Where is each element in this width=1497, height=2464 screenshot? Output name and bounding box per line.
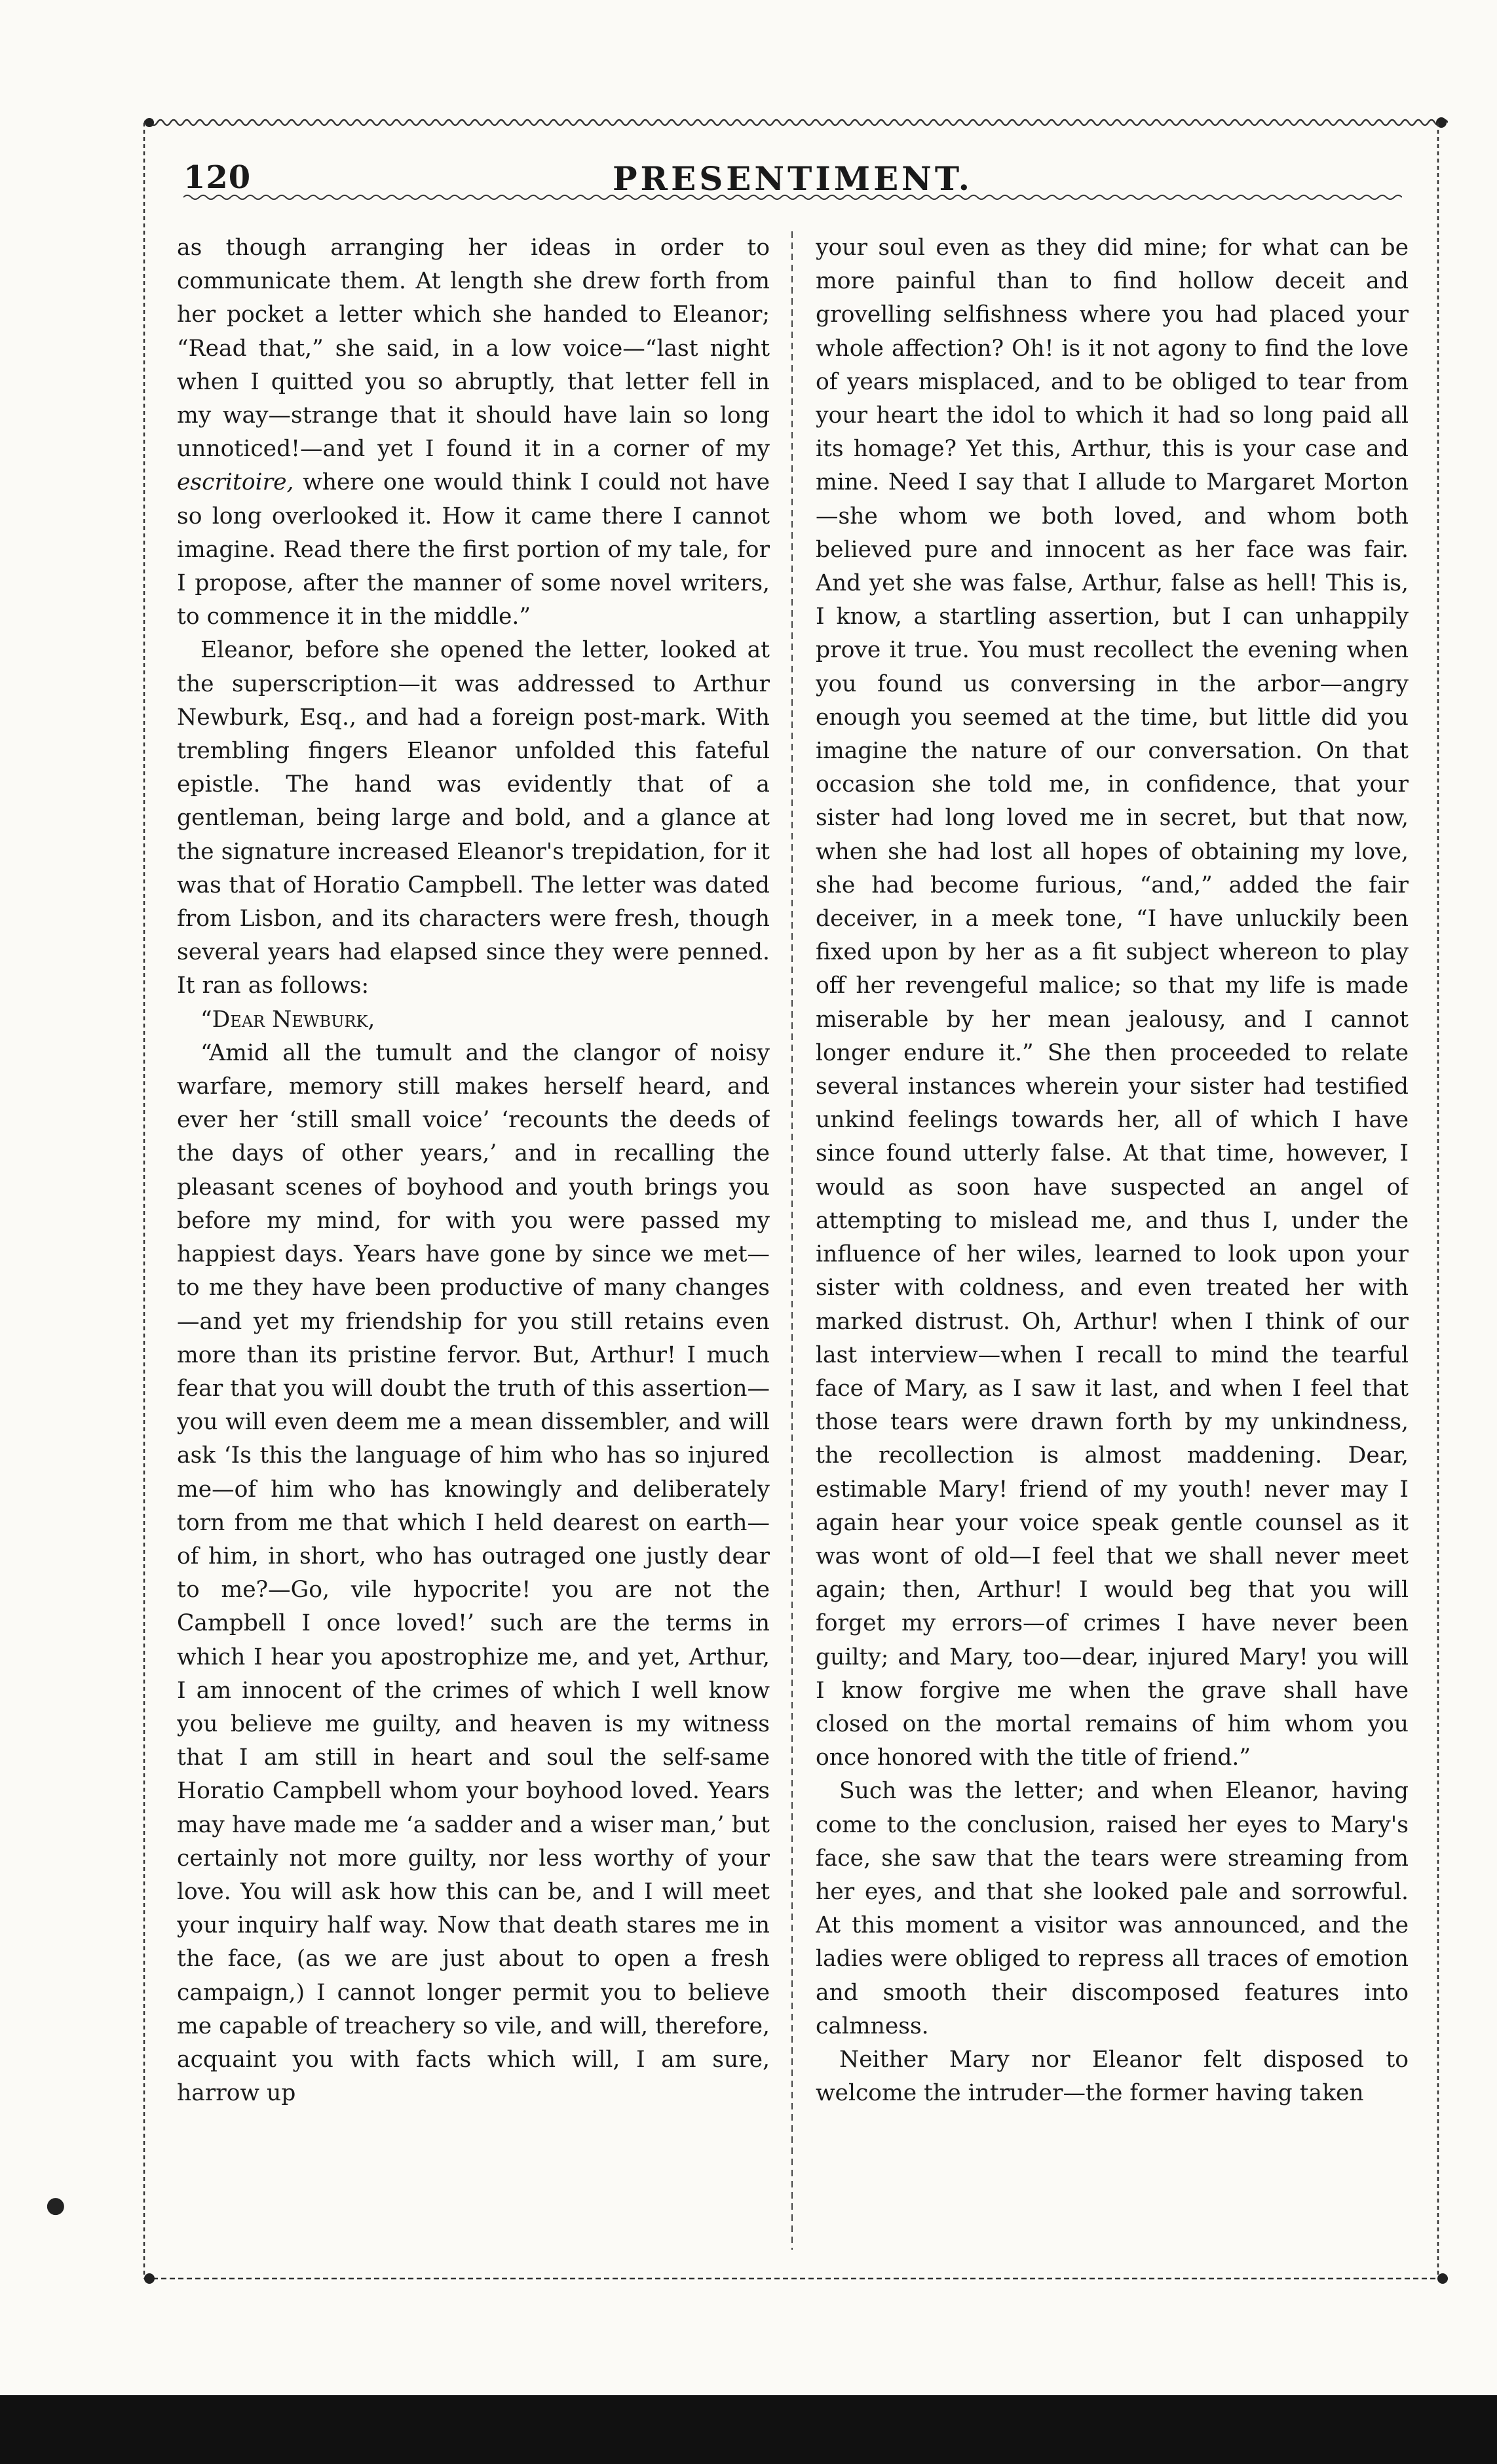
right-paragraph-1: your soul even as they did mine; for what can be more painful than to find hollow deceit and grovelling selfishness where you had placed your whole affection? Oh! is it not agony to find the love of years misplaced, and to be obliged to tear from your heart the idol to which it had so long paid all its homage? Yet this, Arthur, this is your case and mine. Need I say that I allude to Margaret Morton—she whom we both loved, and whom both believed pure and innocent as her face was fair. And yet she was false, Arthur, false as hell! This is, I know, a startling assertion, but I can unhappily prove it true. You must recollect the evening when you found us conversing in the arbor—angry enough you seemed at the time, but little did you imagine the nature of our conversation. On that occasion she told me, in confidence, that your sister had long loved me in secret, but that now, when she had lost all hopes of obtaining my love, she had become furious, “and,” added the fair deceiver, in a meek tone, “I have unluckily been fixed upon by her as a fit subject whereon to play off her revengeful malice; so that my life is made miserable by her mean jealousy, and I cannot longer endure it.” She then proceeded to relate several instances wherein your sister had testified unkind feelings towards her, all of which I have since found utterly false. At that time, however, I would as soon have suspected an angel of attempting to mislead me, and thus I, under the influence of her wiles, learned to look upon your sister with coldness, and even treated her with marked distrust. Oh, Arthur! when I think of our last interview—when I recall to mind the tearful face of Mary, as I saw it last, and when I feel that those tears were drawn forth by my unkindness, the recollection is almost maddening. Dear, estimable Mary! friend of my youth! never may I again hear your voice speak gentle counsel as it was wont of old—I feel that we shall never meet again; then, Arthur! I would beg that you will forget my errors—of crimes I have never been guilty; and Mary, too—dear, injured Mary! you will I know forgive me when the grave shall have closed on the mortal remains of him whom you once honored with the title of friend.” [816,235,1409,1771]
margin-mark-icon: ● [46,2192,66,2218]
right-paragraph-2: Such was the letter; and when Eleanor, having come to the conclusion, raised her eyes to Mary's face, she saw that the tears were streaming from her eyes, and that she looked pale and sorrowful. At this moment a visitor was announced, and the ladies were obliged to repress all traces of emotion and smooth their discomposed features into calmness. [816,1778,1409,2039]
text-columns [177,231,1409,2250]
scan-edge-band [0,2395,1497,2464]
header-rule-ornament [183,192,1402,202]
bottom-border-ornament [144,2271,1448,2286]
left-column [177,231,770,2250]
right-border-ornament [1431,123,1445,2279]
italic-word: escritoire, [177,469,294,496]
page-number: 120 [183,159,252,196]
left-paragraph-2: Eleanor, before she opened the letter, looked at the superscription—it was addressed to Arthur Newburk, Esq., and had a foreign post-mark. With trembling fingers Eleanor unfolded this fateful epistle. The hand was evidently that of a gentleman, being large and bold, and a glance at the signature increased Eleanor's trepidation, for it was that of Horatio Campbell. The letter was dated from Lisbon, and its characters were fresh, though several years had elapsed since they were penned. It ran as follows: [177,637,770,999]
letter-salutation: “Dear Newburk, [200,1006,375,1033]
column-divider-ornament [787,231,797,2250]
left-paragraph-letter: “Amid all the tumult and the clangor of noisy warfare, memory still makes herself heard, and ever her ‘still small voice’ ‘recounts the deeds of the days of other years,’ and in recalling the pleasant scenes of boyhood and youth brings you before my mind, for with you were passed my happiest days. Years have gone by since we met—to me they have been productive of many changes—and yet my friendship for you still retains even more than its pristine fervor. But, Arthur! I much fear that you will doubt the truth of this assertion—you will even deem me a mean dissembler, and will ask ‘Is this the language of him who has so injured me—of him who has knowingly and deliberately torn from me that which I held dearest on earth—of him, in short, who has outraged one justly dear to me?—Go, vile hypocrite! you are not the Campbell I once loved!’ such are the terms in which I hear you apostrophize me, and yet, Arthur, I am innocent of the crimes of which I well know you believe me guilty, and heaven is my witness that I am still in heart and soul the self-same Horatio Campbell whom your boyhood loved. Years may have made me ‘a sadder and a wiser man,’ but certainly not more guilty, nor less worthy of your love. You will ask how this can be, and I will meet your inquiry half way. Now that death stares me in the face, (as we are just about to open a fresh campaign,) I cannot longer permit you to believe me capable of treachery so vile, and will, therefore, acquaint you with facts which will, I am sure, harrow up [177,1039,770,2107]
left-border-ornament [138,123,151,2279]
top-border-ornament [144,115,1448,130]
running-title: PRESENTIMENT. [612,159,974,198]
left-paragraph-1: as though arranging her ideas in order to communicate them. At length she drew forth from her pocket a letter which she handed to Eleanor; “Read that,” she said, in a low voice—“last night when I quitted you so abruptly, that letter fell in my way—strange that it should have lain so long unnoticed!—and yet I found it in a corner of my escritoire, where one would think I could not have so long overlooked it. How it came there I cannot imagine. Read there the first portion of my tale, for I propose, after the manner of some novel writers, to commence it in the middle.” [177,235,770,630]
book-page [144,115,1448,2290]
right-column [816,231,1409,2250]
right-paragraph-3: Neither Mary nor Eleanor felt disposed to welcome the intruder—the former having taken [816,2046,1409,2107]
